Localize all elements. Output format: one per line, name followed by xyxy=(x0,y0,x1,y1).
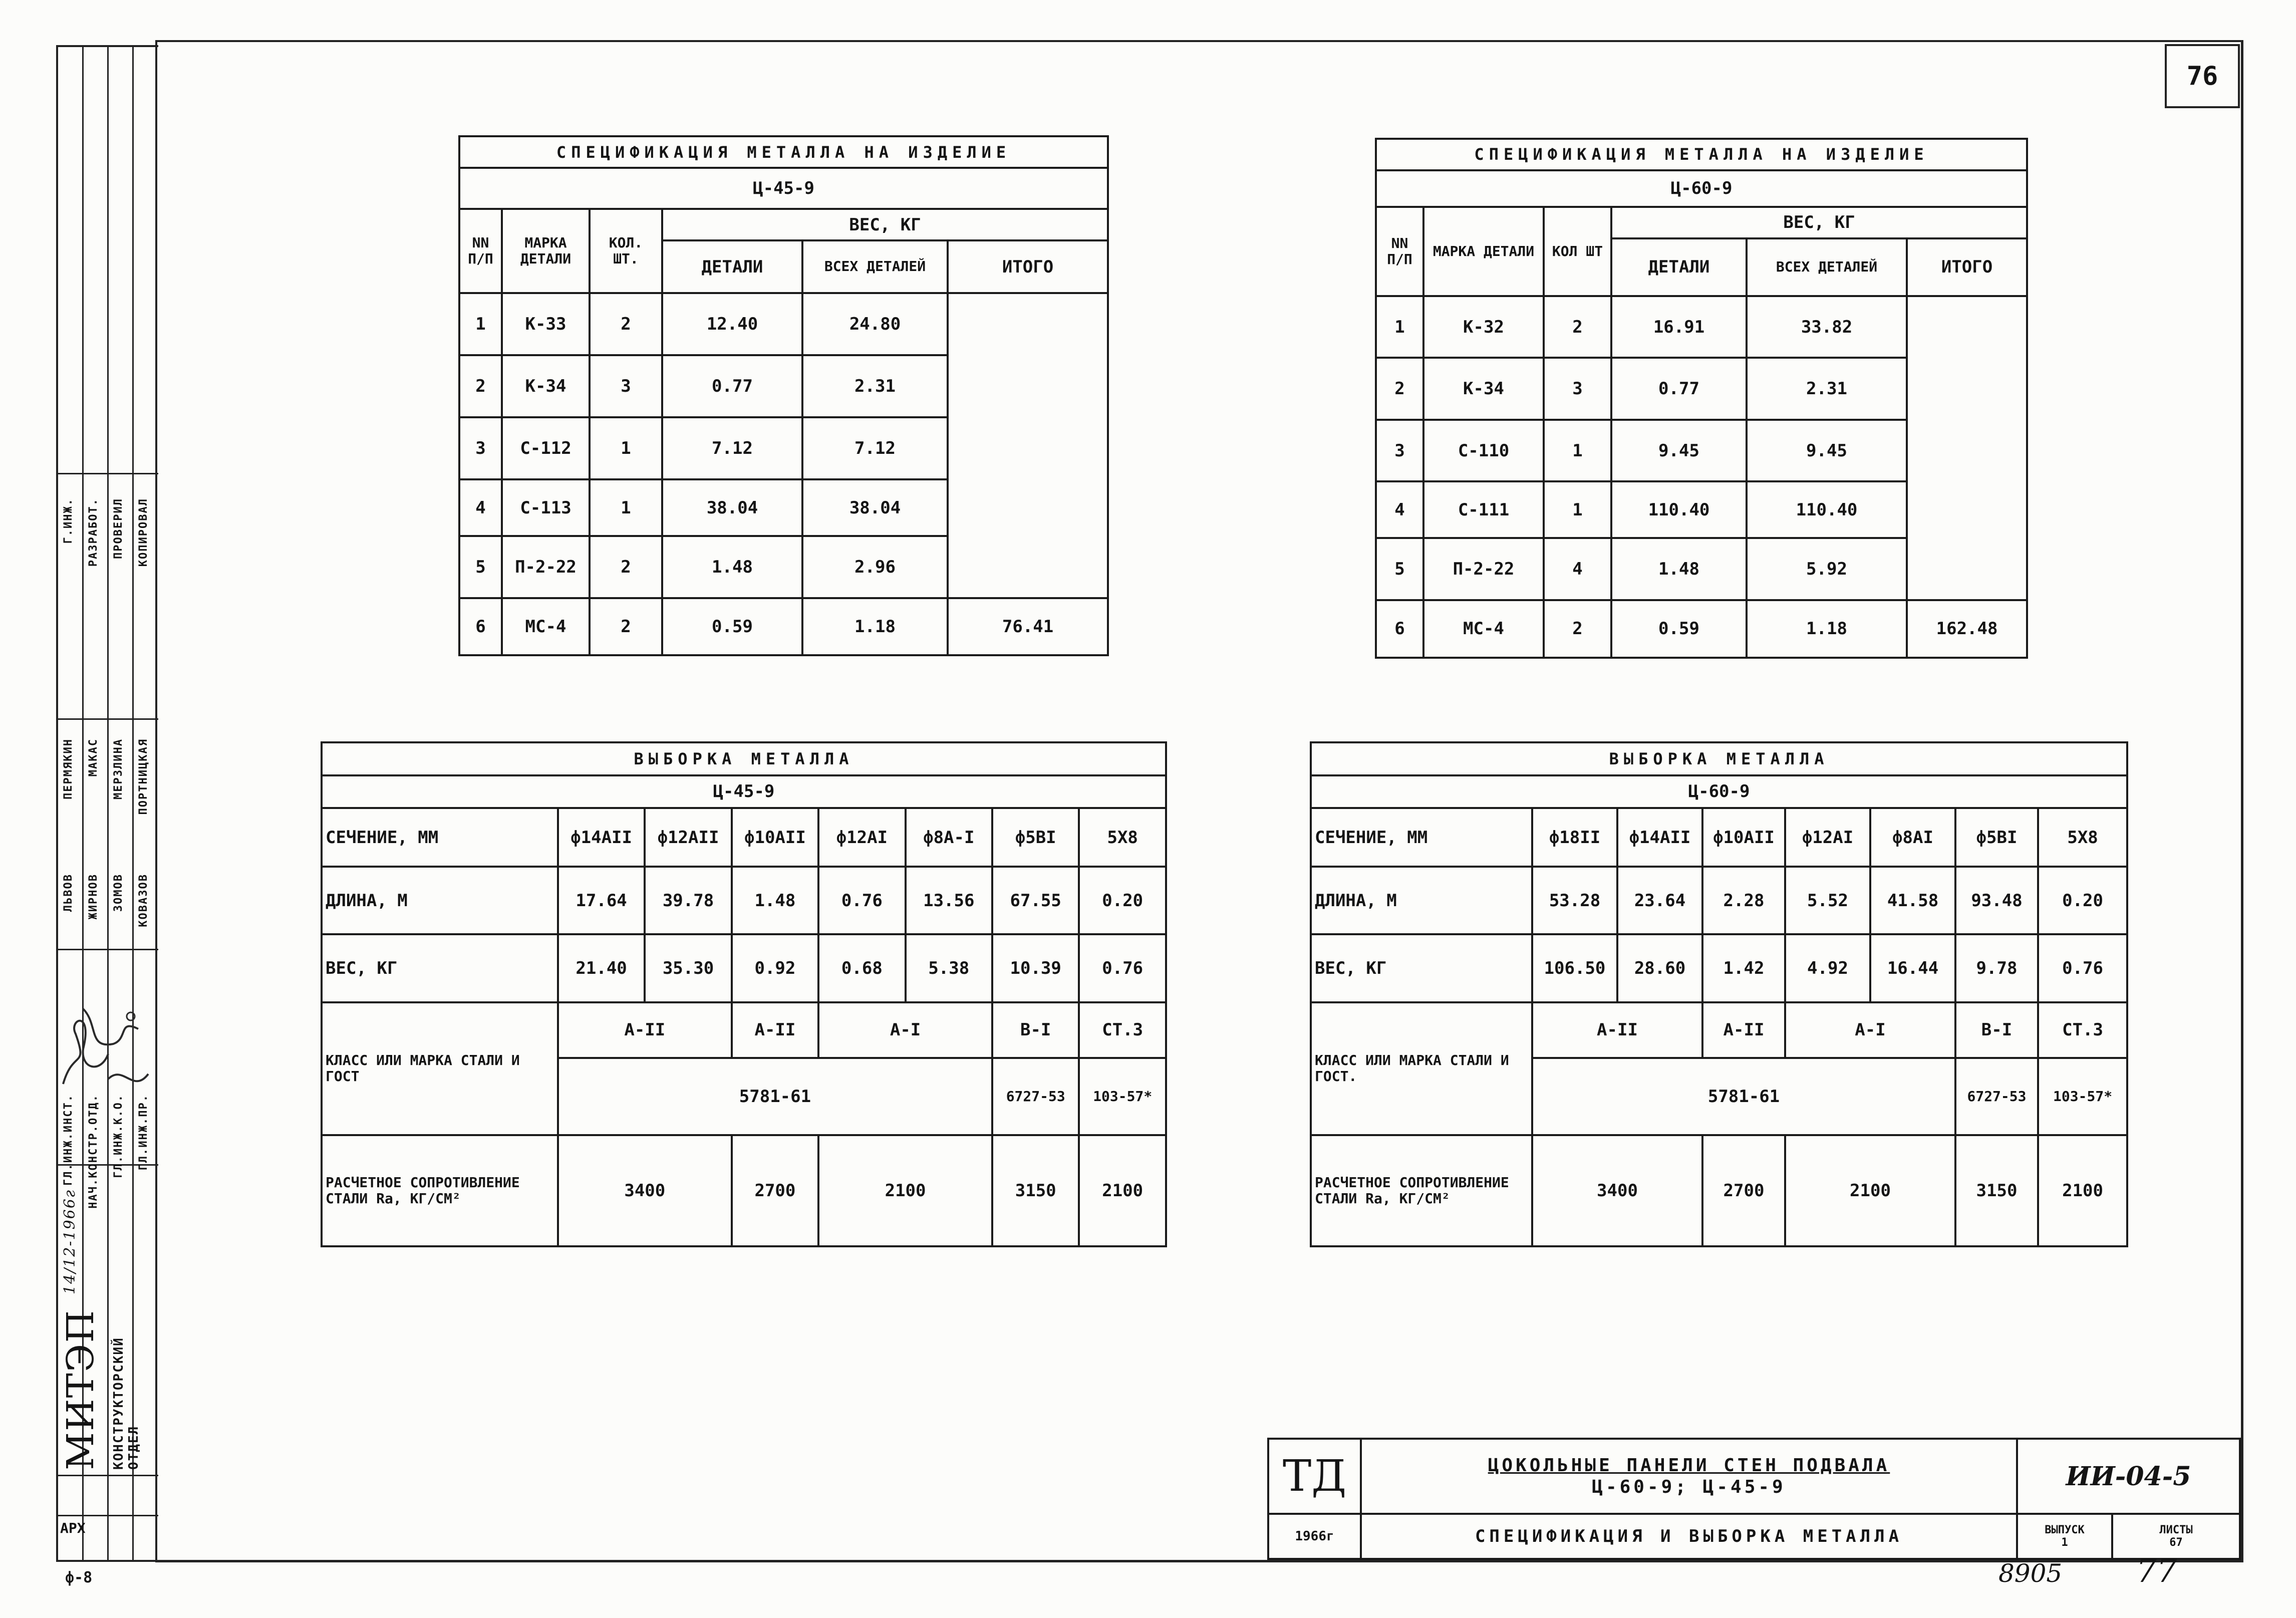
cell: 4 xyxy=(1544,538,1611,600)
role-4: КОПИРОВАЛ xyxy=(137,498,150,567)
cell: 2100 xyxy=(2038,1135,2127,1246)
sel-60-weight-label: ВЕС, КГ xyxy=(1311,934,1532,1002)
cell: С-113 xyxy=(502,479,590,536)
table-row xyxy=(459,293,1108,355)
spec-45-code: Ц-45-9 xyxy=(459,168,1108,209)
cell: 3150 xyxy=(1955,1135,2038,1246)
cell: 106.50 xyxy=(1532,934,1617,1002)
cell: 0.59 xyxy=(662,598,802,655)
stamp-year: 1966г xyxy=(1268,1514,1361,1559)
sheet-number: 77 xyxy=(2136,1553,2177,1590)
sel-45-resist-label: РАСЧЕТНОЕ СОПРОТИВЛЕНИЕ СТАЛИ Ra, КГ/СМ² xyxy=(322,1135,558,1246)
org-name: МИТЭП xyxy=(59,1309,102,1470)
cell: 6 xyxy=(1376,600,1423,658)
spec-60-h-per-part: ДЕТАЛИ xyxy=(1611,238,1747,296)
cell: К-34 xyxy=(1423,358,1544,419)
spec-60-total: 162.48 xyxy=(1907,600,2027,658)
dept-name: КОНСТРУКТОРСКИЙ ОТДЕЛ xyxy=(111,1337,141,1470)
cell: А-II xyxy=(1702,1002,1785,1058)
cell: 5.52 xyxy=(1785,867,1870,935)
name-b-2: ЖИРНОВ xyxy=(87,874,100,920)
cell: 12.40 xyxy=(662,293,802,355)
cell: МС-4 xyxy=(1423,600,1544,658)
cell: 1 xyxy=(459,293,502,355)
cell: 16.91 xyxy=(1611,296,1747,358)
cell: ф12АI xyxy=(1785,808,1870,866)
sel-45-weight-label: ВЕС, КГ xyxy=(322,934,558,1002)
cell: 5 xyxy=(459,536,502,598)
cell: А-II xyxy=(558,1002,732,1058)
spec-45-title: СПЕЦИФИКАЦИЯ МЕТАЛЛА НА ИЗДЕЛИЕ xyxy=(459,136,1108,168)
cell: 1.48 xyxy=(732,867,818,935)
cell: 2700 xyxy=(732,1135,818,1246)
sel-60-title: ВЫБОРКА МЕТАЛЛА xyxy=(1311,742,2127,775)
role-b-2: НАЧ.КОНСТР.ОТД. xyxy=(87,1094,100,1209)
sel-45-title: ВЫБОРКА МЕТАЛЛА xyxy=(322,742,1166,775)
cell: СТ.3 xyxy=(1079,1002,1166,1058)
spec-60-h-mark: МАРКА ДЕТАЛИ xyxy=(1423,207,1544,296)
cell: С-111 xyxy=(1423,481,1544,538)
cell: В-I xyxy=(992,1002,1079,1058)
cell: А-I xyxy=(818,1002,992,1058)
stamp-title-line1: ЦОКОЛЬНЫЕ ПАНЕЛИ СТЕН ПОДВАЛА xyxy=(1488,1455,1890,1476)
spec-45-h-weight: ВЕС, КГ xyxy=(662,209,1108,240)
cell: 0.76 xyxy=(1079,934,1166,1002)
cell: ф8А-I xyxy=(906,808,992,866)
name-a-2: МАКАС xyxy=(87,738,100,777)
cell: А-II xyxy=(732,1002,818,1058)
cell: 17.64 xyxy=(558,867,645,935)
cell: 2100 xyxy=(1785,1135,1955,1246)
cell: 2700 xyxy=(1702,1135,1785,1246)
cell: 0.20 xyxy=(2038,867,2127,935)
cell: С-112 xyxy=(502,417,590,479)
cell: 1.42 xyxy=(1702,934,1785,1002)
cell: 16.44 xyxy=(1870,934,1955,1002)
cell: 3400 xyxy=(558,1135,732,1246)
cell: ф10АII xyxy=(732,808,818,866)
cell: 5.92 xyxy=(1747,538,1907,600)
spec-45-h-qty: КОЛ. ШТ. xyxy=(590,209,662,293)
sheets-label: ЛИСТЫ xyxy=(2159,1523,2193,1536)
cell: 3400 xyxy=(1532,1135,1702,1246)
cell: 2 xyxy=(1544,296,1611,358)
cell: 38.04 xyxy=(662,479,802,536)
cell: 6 xyxy=(459,598,502,655)
spec-60-title: СПЕЦИФИКАЦИЯ МЕТАЛЛА НА ИЗДЕЛИЕ xyxy=(1376,139,2027,170)
table-row xyxy=(1376,600,2027,658)
role-b-4: ГЛ.ИНЖ.ПР. xyxy=(137,1094,150,1171)
cell: 7.12 xyxy=(662,417,802,479)
role-1: Г.ИНЖ. xyxy=(62,498,75,544)
sel-60-resist-label: РАСЧЕТНОЕ СОПРОТИВЛЕНИЕ СТАЛИ Ra, КГ/СМ² xyxy=(1311,1135,1532,1246)
sheets-value: 67 xyxy=(2169,1536,2183,1549)
name-a-3: МЕРЗЛИНА xyxy=(112,738,125,799)
cell: 0.20 xyxy=(1079,867,1166,935)
cell: 0.59 xyxy=(1611,600,1747,658)
series-code: ИИ-04-5 xyxy=(2017,1439,2240,1514)
cell: 10.39 xyxy=(992,934,1079,1002)
cell: 1 xyxy=(590,417,662,479)
cell: 3 xyxy=(590,355,662,417)
spec-table-c60 xyxy=(1375,138,2028,659)
sel-60-length-label: ДЛИНА, М xyxy=(1311,867,1532,935)
cell: 0.92 xyxy=(732,934,818,1002)
cell: ф12АII xyxy=(645,808,731,866)
cell: ф5ВI xyxy=(1955,808,2038,866)
name-b-1: ЛЬВОВ xyxy=(62,874,75,912)
cell: 2 xyxy=(1376,358,1423,419)
total-blank xyxy=(948,293,1108,598)
cell: 1.18 xyxy=(802,598,948,655)
cell: 21.40 xyxy=(558,934,645,1002)
cell: 1 xyxy=(590,479,662,536)
archive-code: 8905 xyxy=(1998,1559,2063,1588)
cell: 3 xyxy=(1544,358,1611,419)
cell: ф5ВI xyxy=(992,808,1079,866)
cell: А-I xyxy=(1785,1002,1955,1058)
cell: 2.31 xyxy=(802,355,948,417)
cell: 1.48 xyxy=(662,536,802,598)
title-block xyxy=(1267,1438,2241,1560)
name-a-4: ПОРТНИЦКАЯ xyxy=(137,738,150,815)
cell: 1 xyxy=(1376,296,1423,358)
cell: 2.28 xyxy=(1702,867,1785,935)
page-number: 76 xyxy=(2165,44,2240,108)
cell: 41.58 xyxy=(1870,867,1955,935)
cell: 1.48 xyxy=(1611,538,1747,600)
spec-45-h-total: ИТОГО xyxy=(948,240,1108,293)
issue-value: 1 xyxy=(2061,1536,2068,1549)
sel-45-length-label: ДЛИНА, М xyxy=(322,867,558,935)
cell: П-2-22 xyxy=(502,536,590,598)
cell: 33.82 xyxy=(1747,296,1907,358)
sel-60-section-label: СЕЧЕНИЕ, ММ xyxy=(1311,808,1532,866)
cell: 110.40 xyxy=(1747,481,1907,538)
selection-table-c45 xyxy=(321,741,1167,1247)
cell: 7.12 xyxy=(802,417,948,479)
archive-label: АРХ xyxy=(60,1520,86,1536)
stamp-subtitle: СПЕЦИФИКАЦИЯ И ВЫБОРКА МЕТАЛЛА xyxy=(1361,1514,2017,1559)
name-b-3: ЗОМОВ xyxy=(112,874,125,912)
cell: 3150 xyxy=(992,1135,1079,1246)
cell: МС-4 xyxy=(502,598,590,655)
sel-60-class-label: КЛАСС ИЛИ МАРКА СТАЛИ И ГОСТ. xyxy=(1311,1002,1532,1135)
cell: 9.45 xyxy=(1747,420,1907,481)
role-b-1: ГЛ.ИНЖ.ИНСТ. xyxy=(62,1094,75,1186)
sel-60-code: Ц-60-9 xyxy=(1311,775,2127,808)
signatures-icon xyxy=(53,989,163,1119)
role-2: РАЗРАБОТ. xyxy=(87,498,100,567)
spec-45-total: 76.41 xyxy=(948,598,1108,655)
cell: 1 xyxy=(1544,420,1611,481)
cell: 9.78 xyxy=(1955,934,2038,1002)
cell: ф10АII xyxy=(1702,808,1785,866)
cell: 3 xyxy=(459,417,502,479)
sel-45-section-label: СЕЧЕНИЕ, ММ xyxy=(322,808,558,866)
cell: 2 xyxy=(1544,600,1611,658)
cell: 3 xyxy=(1376,420,1423,481)
cell: 0.77 xyxy=(662,355,802,417)
cell: В-I xyxy=(1955,1002,2038,1058)
cell: 93.48 xyxy=(1955,867,2038,935)
spec-60-h-all-parts: ВСЕХ ДЕТАЛЕЙ xyxy=(1747,238,1907,296)
spec-60-h-total: ИТОГО xyxy=(1907,238,2027,296)
spec-45-h-per-part: ДЕТАЛИ xyxy=(662,240,802,293)
cell: 6727-53 xyxy=(1955,1058,2038,1135)
cell: 6727-53 xyxy=(992,1058,1079,1135)
cell: 0.68 xyxy=(818,934,905,1002)
spec-45-h-num: NN П/П xyxy=(459,209,502,293)
role-b-3: ГЛ.ИНЖ.К.О. xyxy=(112,1094,125,1178)
table-row xyxy=(459,598,1108,655)
cell: ф12АI xyxy=(818,808,905,866)
cell: 13.56 xyxy=(906,867,992,935)
cell: 2100 xyxy=(1079,1135,1166,1246)
cell: А-II xyxy=(1532,1002,1702,1058)
cell: 38.04 xyxy=(802,479,948,536)
spec-45-h-mark: МАРКА ДЕТАЛИ xyxy=(502,209,590,293)
cell: 110.40 xyxy=(1611,481,1747,538)
cell: ф14АII xyxy=(558,808,645,866)
cell: 35.30 xyxy=(645,934,731,1002)
corner-mark: ф-8 xyxy=(65,1569,93,1586)
approval-strip xyxy=(56,45,158,1562)
cell: ф18II xyxy=(1532,808,1617,866)
cell: 4 xyxy=(1376,481,1423,538)
cell: 5Х8 xyxy=(2038,808,2127,866)
spec-60-code: Ц-60-9 xyxy=(1376,170,2027,207)
name-b-4: КОВАЗОВ xyxy=(137,874,150,927)
cell: ф14АII xyxy=(1617,808,1702,866)
spec-60-h-qty: КОЛ ШТ xyxy=(1544,207,1611,296)
cell: 28.60 xyxy=(1617,934,1702,1002)
cell: СТ.3 xyxy=(2038,1002,2127,1058)
cell: 2 xyxy=(459,355,502,417)
cell: 4 xyxy=(459,479,502,536)
cell: 2.31 xyxy=(1747,358,1907,419)
cell: 2.96 xyxy=(802,536,948,598)
sel-45-class-label: КЛАСС ИЛИ МАРКА СТАЛИ И ГОСТ xyxy=(322,1002,558,1135)
cell: 5.38 xyxy=(906,934,992,1002)
selection-table-c60 xyxy=(1310,741,2128,1247)
cell: 0.76 xyxy=(818,867,905,935)
stamp-title-line2: Ц-60-9; Ц-45-9 xyxy=(1592,1477,1786,1497)
cell: П-2-22 xyxy=(1423,538,1544,600)
cell: 53.28 xyxy=(1532,867,1617,935)
cell: 4.92 xyxy=(1785,934,1870,1002)
cell: К-34 xyxy=(502,355,590,417)
cell: 2 xyxy=(590,598,662,655)
spec-60-h-num: NN П/П xyxy=(1376,207,1423,296)
total-blank xyxy=(1907,296,2027,600)
name-a-1: ПЕРМЯКИН xyxy=(62,738,75,799)
cell: 5781-61 xyxy=(1532,1058,1955,1135)
cell: 0.77 xyxy=(1611,358,1747,419)
cell: 5Х8 xyxy=(1079,808,1166,866)
table-row xyxy=(1376,296,2027,358)
cell: 1 xyxy=(1544,481,1611,538)
cell: С-110 xyxy=(1423,420,1544,481)
td-mark: ТД xyxy=(1268,1439,1361,1514)
cell: 67.55 xyxy=(992,867,1079,935)
cell: 9.45 xyxy=(1611,420,1747,481)
cell: К-33 xyxy=(502,293,590,355)
spec-60-h-weight: ВЕС, КГ xyxy=(1611,207,2027,238)
spec-45-h-all-parts: ВСЕХ ДЕТАЛЕЙ xyxy=(802,240,948,293)
sel-45-code: Ц-45-9 xyxy=(322,775,1166,808)
cell: 2100 xyxy=(818,1135,992,1246)
spec-table-c45 xyxy=(458,135,1109,656)
date-handwritten: 14/12-1966г xyxy=(61,1189,79,1295)
cell: 5 xyxy=(1376,538,1423,600)
cell: 1.18 xyxy=(1747,600,1907,658)
cell: 24.80 xyxy=(802,293,948,355)
cell: 23.64 xyxy=(1617,867,1702,935)
issue-label: ВЫПУСК xyxy=(2045,1523,2085,1536)
role-3: ПРОВЕРИЛ xyxy=(112,498,125,559)
cell: ф8АI xyxy=(1870,808,1955,866)
cell: 5781-61 xyxy=(558,1058,992,1135)
cell: 103-57* xyxy=(2038,1058,2127,1135)
cell: 2 xyxy=(590,293,662,355)
cell: К-32 xyxy=(1423,296,1544,358)
cell: 0.76 xyxy=(2038,934,2127,1002)
cell: 39.78 xyxy=(645,867,731,935)
cell: 2 xyxy=(590,536,662,598)
cell: 103-57* xyxy=(1079,1058,1166,1135)
